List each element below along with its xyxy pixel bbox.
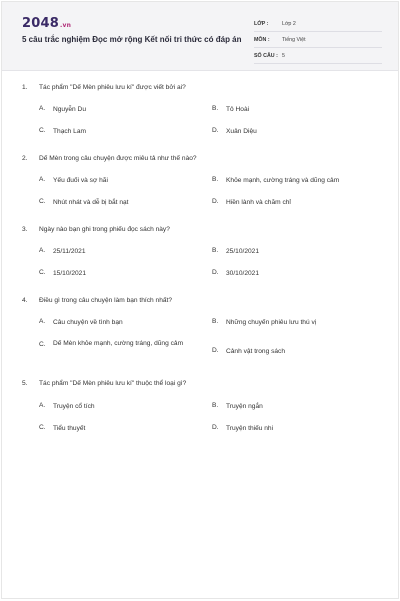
option-letter: C. xyxy=(39,424,46,431)
option-d[interactable] xyxy=(212,347,285,357)
option-letter: D. xyxy=(212,127,219,134)
option-letter: C. xyxy=(39,198,46,205)
question-number: 5. xyxy=(22,380,28,387)
site-logo[interactable] xyxy=(22,16,71,31)
option-letter: A. xyxy=(39,247,46,254)
question-2 xyxy=(22,155,382,162)
worksheet-meta xyxy=(254,16,382,64)
option-a[interactable] xyxy=(39,247,86,257)
meta-key: LỚP : xyxy=(254,20,269,27)
question-5 xyxy=(22,380,382,387)
question-number: 2. xyxy=(22,155,28,162)
option-a[interactable] xyxy=(39,318,123,328)
meta-row-subject xyxy=(254,32,382,48)
option-letter: C. xyxy=(39,340,46,348)
option-c[interactable] xyxy=(39,198,129,208)
option-c[interactable] xyxy=(39,269,86,279)
option-text: Xuân Diệu xyxy=(226,128,257,135)
option-d[interactable] xyxy=(212,198,291,208)
worksheet-title: 5 câu trắc nghiệm Đọc mở rộng Kết nối tri thức có đáp án xyxy=(22,35,242,44)
question-3 xyxy=(22,226,382,233)
option-a[interactable] xyxy=(39,105,86,115)
question-text xyxy=(22,84,382,91)
question-number: 1. xyxy=(22,84,28,91)
option-d[interactable] xyxy=(212,127,257,137)
meta-value: 5 xyxy=(282,52,285,59)
option-letter: D. xyxy=(212,424,219,431)
option-c[interactable] xyxy=(39,339,199,349)
question-prompt: Tác phẩm "Dế Mèn phiêu lưu kí" được viết bởi ai? xyxy=(39,84,186,91)
worksheet-header xyxy=(2,2,398,71)
question-prompt: Tác phẩm "Dế Mèn phiêu lưu kí" thuộc thể loại gì? xyxy=(39,380,187,387)
option-letter: B. xyxy=(212,318,219,325)
question-number: 3. xyxy=(22,226,28,233)
option-letter: B. xyxy=(212,176,219,183)
question-text xyxy=(22,155,382,162)
option-text: Tiểu thuyết xyxy=(53,425,86,432)
question-prompt: Ngày nào bạn ghi trong phiếu đọc sách này? xyxy=(39,226,170,233)
option-text: Tô Hoài xyxy=(226,106,250,113)
option-letter: B. xyxy=(212,402,219,409)
option-text: Dế Mèn khỏe mạnh, cường tráng, dũng cảm xyxy=(53,340,184,347)
question-text xyxy=(22,297,382,304)
logo-tld: .vn xyxy=(59,22,72,29)
question-4 xyxy=(22,297,382,304)
option-b[interactable] xyxy=(212,318,316,328)
option-text: Truyện cổ tích xyxy=(53,403,95,410)
option-text: Những chuyến phiêu lưu thú vị xyxy=(226,319,317,326)
option-text: Cảnh vật trong sách xyxy=(226,348,286,355)
option-text: 30/10/2021 xyxy=(226,270,260,277)
option-b[interactable] xyxy=(212,247,259,257)
option-text: 25/11/2021 xyxy=(53,248,86,255)
option-d[interactable] xyxy=(212,424,273,434)
meta-key: MÔN : xyxy=(254,36,270,43)
option-letter: D. xyxy=(212,198,219,205)
option-text: Truyện thiếu nhi xyxy=(226,425,274,432)
option-text: Thạch Lam xyxy=(53,128,86,135)
meta-value: Tiếng Việt xyxy=(282,36,306,43)
option-text: Hiền lành và chăm chỉ xyxy=(226,199,291,206)
question-1 xyxy=(22,84,382,91)
logo-main: 2048 xyxy=(22,16,59,31)
option-text: Yếu đuối và sợ hãi xyxy=(53,177,108,184)
option-text: 15/10/2021 xyxy=(53,270,87,277)
option-a[interactable] xyxy=(39,402,95,412)
option-letter: A. xyxy=(39,318,46,325)
meta-row-count xyxy=(254,48,382,64)
option-d[interactable] xyxy=(212,269,259,279)
option-text: Nguyễn Du xyxy=(53,106,86,113)
worksheet-page xyxy=(1,1,399,599)
option-text: Câu chuyện về tình bạn xyxy=(53,319,123,326)
option-letter: D. xyxy=(212,269,219,276)
question-prompt: Điều gì trong câu chuyện làm bạn thích nhất? xyxy=(39,297,173,304)
option-letter: A. xyxy=(39,105,46,112)
option-text: Khỏe mạnh, cường tráng và dũng cảm xyxy=(226,177,340,184)
option-letter: C. xyxy=(39,127,46,134)
option-c[interactable] xyxy=(39,127,86,137)
option-b[interactable] xyxy=(212,402,263,412)
option-letter: B. xyxy=(212,247,219,254)
option-b[interactable] xyxy=(212,176,339,186)
question-prompt: Dế Mèn trong câu chuyện được miêu tả như thế nào? xyxy=(39,155,197,162)
option-a[interactable] xyxy=(39,176,108,186)
question-text xyxy=(22,380,382,387)
option-letter: A. xyxy=(39,176,46,183)
option-c[interactable] xyxy=(39,424,85,434)
option-text: Truyện ngắn xyxy=(226,403,263,410)
meta-value: Lớp 2 xyxy=(282,20,296,27)
meta-key: SỐ CÂU : xyxy=(254,52,278,59)
option-letter: B. xyxy=(212,105,219,112)
option-text: Nhút nhát và dễ bị bắt nạt xyxy=(53,199,129,206)
option-letter: A. xyxy=(39,402,46,409)
option-b[interactable] xyxy=(212,105,249,115)
question-number: 4. xyxy=(22,297,28,304)
option-letter: C. xyxy=(39,269,46,276)
meta-row-class xyxy=(254,16,382,32)
option-letter: D. xyxy=(212,347,219,354)
question-text xyxy=(22,226,382,233)
option-text: 25/10/2021 xyxy=(226,248,260,255)
